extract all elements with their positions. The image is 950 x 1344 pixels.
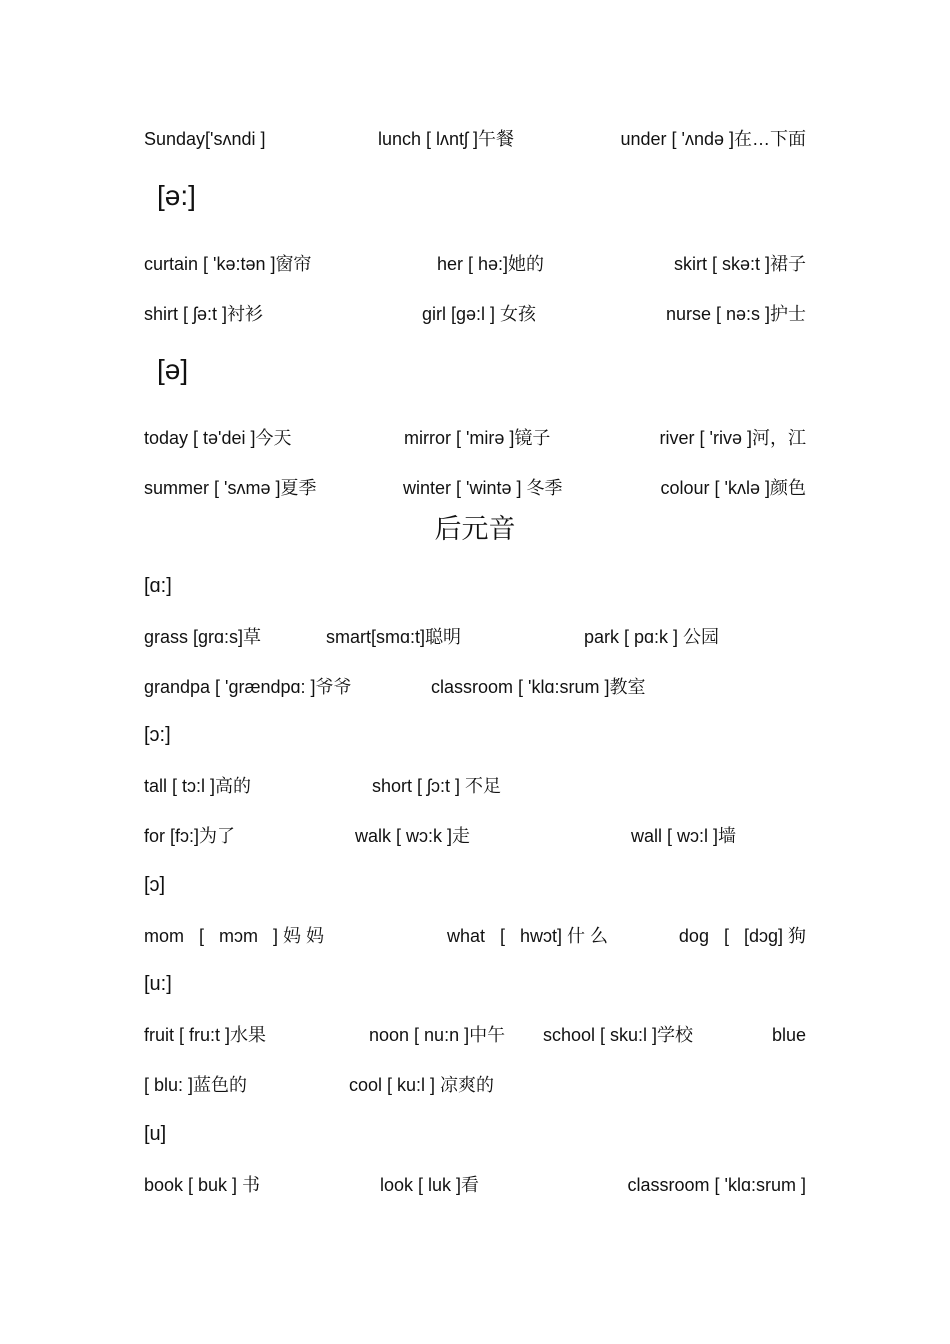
word-entry: grandpa [ 'grændpɑ: ]爷爷 <box>144 677 352 697</box>
word-entry: skirt [ skə:t ]裙子 <box>673 254 806 274</box>
word-entry: summer [ 'sʌmə ]夏季 <box>144 478 317 498</box>
word-entry: book [ buk ] 书 <box>144 1175 261 1195</box>
word-entry: winter [ 'wintə ] 冬季 <box>403 478 563 498</box>
word-entry: walk [ wɔ:k ]走 <box>355 826 471 846</box>
word-entry: shirt [ ʃə:t ]衬衫 <box>144 304 264 324</box>
word-entry: her [ hə:]她的 <box>437 254 545 274</box>
word-entry: girl [gə:l ] 女孩 <box>422 304 537 324</box>
phonetic-symbol-heading: [ɑ:] <box>144 575 172 597</box>
word-entry: school [ sku:l ]学校 <box>543 1025 694 1045</box>
phonetic-symbol-heading: [ə:] <box>157 180 196 211</box>
word-entry: mom [ mɔm ] 妈 妈 <box>144 926 324 946</box>
word-entry: lunch [ lʌntʃ ]午餐 <box>378 129 515 149</box>
word-entry: classroom [ 'klɑ:srum ]教室 <box>431 677 646 697</box>
word-entry: fruit [ fru:t ]水果 <box>144 1025 267 1045</box>
word-row <box>0 821 950 851</box>
word-entry: park [ pɑ:k ] 公园 <box>584 627 720 647</box>
word-entry: colour [ 'kʌlə ]颜色 <box>660 478 806 498</box>
word-entry: blue <box>771 1025 806 1045</box>
word-row <box>0 771 950 801</box>
word-row <box>0 672 950 702</box>
word-entry: what [ hwɔt] 什 么 <box>447 926 609 946</box>
word-row <box>0 921 950 951</box>
word-row <box>0 423 950 453</box>
phonetic-symbol-heading: [ə] <box>157 354 189 385</box>
word-row <box>0 1170 950 1200</box>
word-row <box>0 473 950 503</box>
word-entry: grass [grɑ:s]草 <box>144 627 262 647</box>
word-entry: wall [ wɔ:l ]墙 <box>631 826 737 846</box>
word-entry: mirror [ 'mirə ]镜子 <box>404 428 551 448</box>
phonetic-symbol-heading: [u] <box>144 1123 167 1145</box>
word-entry: today [ tə'dei ]今天 <box>144 428 292 448</box>
word-entry: [ blu: ]蓝色的 <box>144 1075 248 1095</box>
word-row <box>0 249 950 279</box>
word-row <box>0 299 950 329</box>
word-entry: Sunday['sʌndi ] <box>144 129 266 149</box>
word-entry: river [ 'rivə ]河，江 <box>659 428 806 448</box>
word-row <box>0 1070 950 1100</box>
word-entry: under [ 'ʌndə ]在…下面 <box>620 129 806 149</box>
word-row <box>0 622 950 652</box>
word-entry: for [fɔ:]为了 <box>144 826 236 846</box>
word-row <box>0 1020 950 1050</box>
word-entry: curtain [ 'kə:tən ]窗帘 <box>144 254 312 274</box>
word-row <box>0 124 950 154</box>
phonetic-symbol-heading: [ɔ:] <box>144 724 171 746</box>
word-entry: noon [ nu:n ]中午 <box>369 1025 506 1045</box>
word-entry: look [ luk ]看 <box>380 1175 480 1195</box>
word-entry: cool [ ku:l ] 凉爽的 <box>349 1075 495 1095</box>
word-entry: smart[smɑ:t]聪明 <box>326 627 462 647</box>
word-entry: dog [ [dɔg] 狗 <box>678 926 806 946</box>
word-entry: nurse [ nə:s ]护士 <box>665 304 806 324</box>
word-entry: classroom [ 'klɑ:srum ] <box>627 1175 806 1195</box>
phonetic-symbol-heading: [ɔ] <box>144 874 166 896</box>
word-entry: tall [ tɔ:l ]高的 <box>144 776 252 796</box>
phonetic-symbol-heading: [u:] <box>144 973 172 995</box>
word-entry: short [ ʃɔ:t ] 不足 <box>372 776 502 796</box>
section-heading: 后元音 <box>434 514 516 544</box>
